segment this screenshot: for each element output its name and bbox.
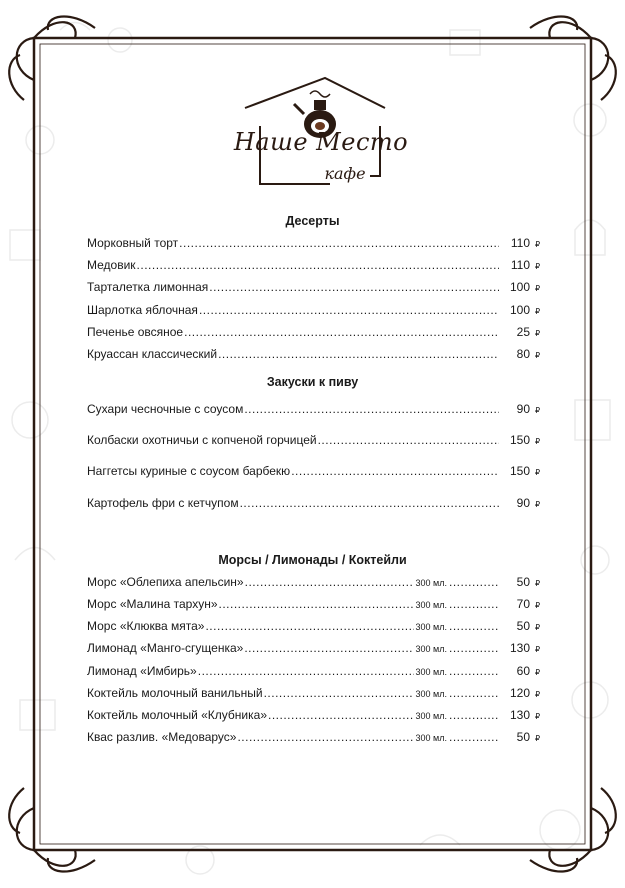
menu-item: Морс «Облепиха апельсин» ..... 300 мл. ..... 50 ₽ <box>87 575 545 591</box>
menu-item: Коктейль молочный «Клубника» ..... 300 мл. ..... 130 ₽ <box>87 708 545 724</box>
menu-item: Наггетсы куриные с соусом барбекю ..... 150 ₽ <box>87 464 545 480</box>
section-title-snacks: Закуски к пиву <box>266 375 359 389</box>
menu-item: Медовик ..... 110 ₽ <box>87 258 545 274</box>
menu-item: Коктейль молочный ванильный ..... 300 мл. ..... 120 ₽ <box>87 686 545 702</box>
menu-item: Морс «Клюква мята» ..... 300 мл. ..... 50 ₽ <box>87 619 545 635</box>
menu-item: Морковный торт ..... 110 ₽ <box>87 236 545 252</box>
menu-item: Печенье овсяное ..... 25 ₽ <box>87 325 545 341</box>
menu-item: Тарталетка лимонная ..... 100 ₽ <box>87 280 545 296</box>
menu-item: Сухари чесночные с соусом ..... 90 ₽ <box>87 402 545 418</box>
cafe-name: Наше Место <box>233 128 409 156</box>
menu-item: Лимонад «Манго-сгущенка» ..... 300 мл. ..... 130 ₽ <box>87 641 545 657</box>
menu-item: Колбаски охотничьи с копченой горчицей ..... 150 ₽ <box>87 433 545 449</box>
menu-item: Квас разлив. «Медоварус» ..... 300 мл. ..... 50 ₽ <box>87 730 545 746</box>
menu-item: Морс «Малина тархун» ..... 300 мл. ..... 70 ₽ <box>87 597 545 613</box>
menu-item: Круассан классический ..... 80 ₽ <box>87 347 545 363</box>
menu-item: Лимонад «Имбирь» ..... 300 мл. ..... 60 ₽ <box>87 664 545 680</box>
cafe-subtitle: кафе <box>324 164 366 183</box>
section-title-drinks: Морсы / Лимонады / Коктейли <box>218 553 407 567</box>
section-title-desserts: Десерты <box>285 214 340 228</box>
menu-item: Картофель фри с кетчупом ..... 90 ₽ <box>87 496 545 512</box>
menu-item: Шарлотка яблочная ..... 100 ₽ <box>87 303 545 319</box>
